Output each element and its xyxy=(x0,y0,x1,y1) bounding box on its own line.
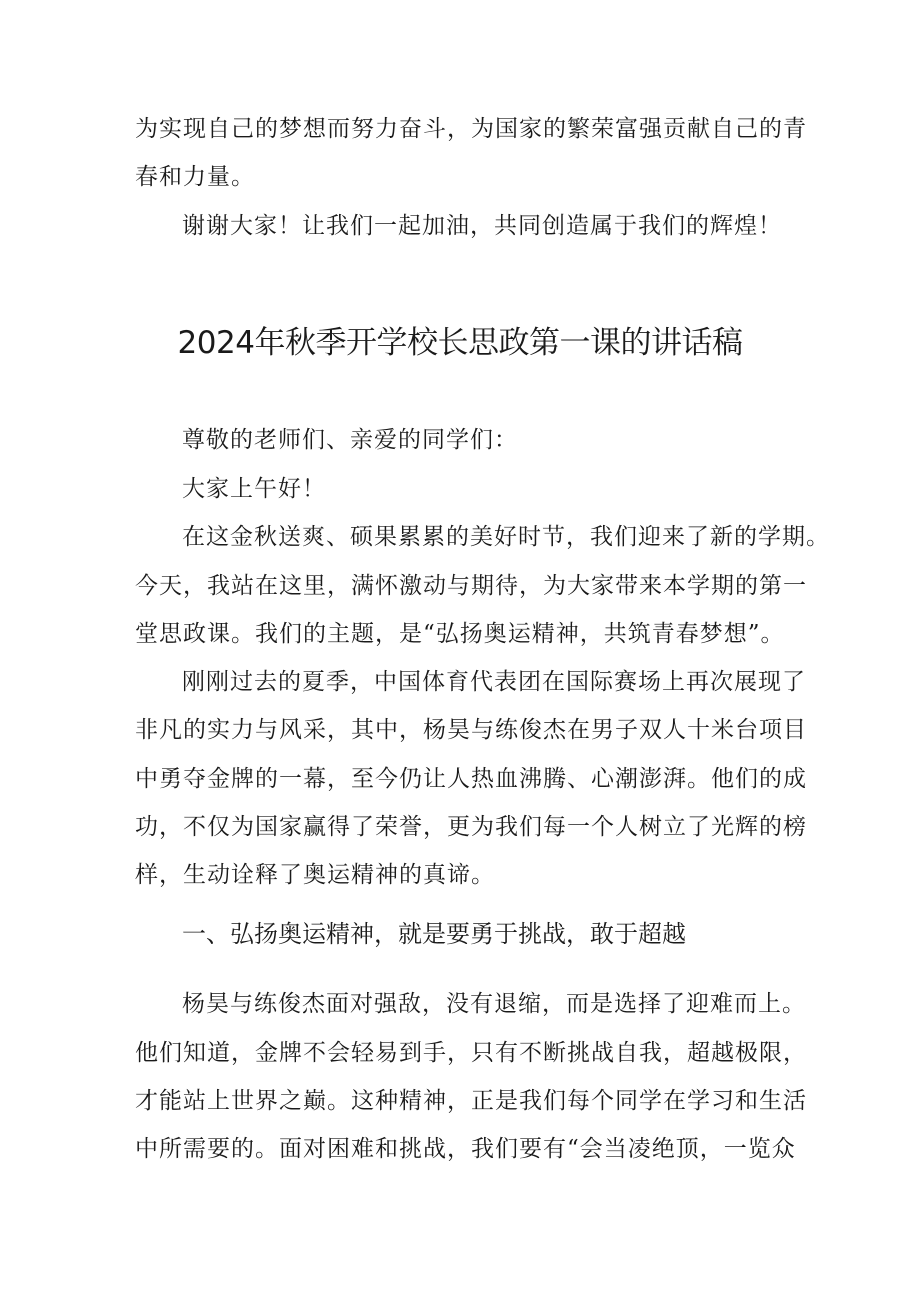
text-line: 谢谢大家！让我们一起加油，共同创造属于我们的辉煌！ xyxy=(182,213,782,239)
text-line: 刚刚过去的夏季，中国体育代表团在国际赛场上再次展现了 xyxy=(182,669,806,695)
text-line: 中所需要的。面对困难和挑战，我们要有“会当凌绝顶，一览众 xyxy=(135,1136,796,1162)
text-line: 今天，我站在这里，满怀激动与期待，为大家带来本学期的第一 xyxy=(135,573,807,599)
text-line: 功，不仅为国家赢得了荣誉，更为我们每一个人树立了光辉的榜 xyxy=(135,814,807,840)
text-line: 中勇夺金牌的一幕，至今仍让人热血沸腾、心潮澎湃。他们的成 xyxy=(135,766,807,792)
text-line: 在这金秋送爽、硕果累累的美好时节，我们迎来了新的学期。 xyxy=(182,524,830,550)
salutation: 尊敬的老师们、亲爱的同学们： xyxy=(182,427,518,453)
document-title: 2024年秋季开学校长思政第一课的讲话稿 xyxy=(177,325,743,361)
text-line: 非凡的实力与风采，其中，杨昊与练俊杰在男子双人十米台项目 xyxy=(135,717,807,743)
text-line: 杨昊与练俊杰面对强敌，没有退缩，而是选择了迎难而上。 xyxy=(182,991,806,1017)
text-line: 样，生动诠释了奥运精神的真谛。 xyxy=(135,862,495,888)
greeting-line: 大家上午好！ xyxy=(182,476,326,502)
text-line: 春和力量。 xyxy=(135,164,255,190)
text-line: 为实现自己的梦想而努力奋斗，为国家的繁荣富强贡献自己的青 xyxy=(135,116,807,142)
text-line: 才能站上世界之巅。这种精神，正是我们每个同学在学习和生活 xyxy=(135,1088,807,1114)
section-heading: 一、弘扬奥运精神，就是要勇于挑战，敢于超越 xyxy=(182,920,686,948)
text-line: 堂思政课。我们的主题，是“弘扬奥运精神，共筑青春梦想”。 xyxy=(135,621,785,647)
text-line: 他们知道，金牌不会轻易到手，只有不断挑战自我，超越极限， xyxy=(135,1040,807,1066)
